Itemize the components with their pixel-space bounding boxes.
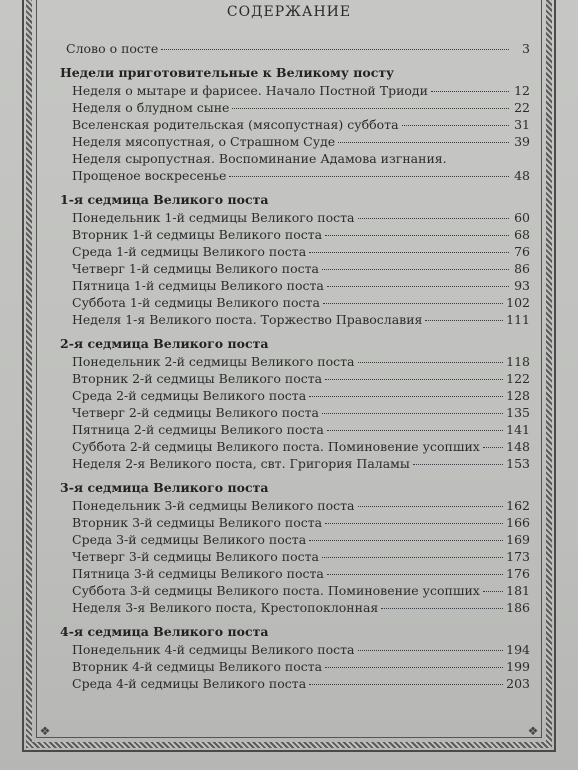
toc-entry-page: 162 (506, 498, 530, 513)
toc-entry-label: Понедельник 2-й седмицы Великого поста (72, 354, 355, 369)
corner-ornament-icon: ❖ (527, 724, 539, 738)
toc-entry-label: Прощеное воскресенье (72, 168, 227, 183)
toc-entry-page: 93 (514, 278, 530, 293)
section-heading: 2-я седмица Великого поста (60, 336, 269, 351)
leader-dots (325, 235, 509, 236)
leader-dots (431, 91, 509, 92)
leader-dots (229, 176, 509, 177)
toc-entry-page: 194 (506, 642, 530, 657)
toc-entry-page: 122 (506, 371, 530, 386)
toc-entry[interactable] (60, 565, 530, 582)
toc-entry[interactable] (60, 209, 530, 226)
leader-dots (413, 464, 503, 465)
leader-dots (358, 362, 504, 363)
toc-entry-intro[interactable] (60, 40, 530, 57)
toc-entry-label: Вторник 1-й седмицы Великого поста (72, 227, 323, 242)
toc-entry-label: Среда 1-й седмицы Великого поста (72, 244, 307, 259)
toc-entry[interactable] (60, 370, 530, 387)
toc-entry-label: Среда 2-й седмицы Великого поста (72, 388, 307, 403)
toc-entry[interactable] (60, 167, 530, 184)
toc-entry-label: Четверг 2-й седмицы Великого поста (72, 405, 319, 420)
toc-entry[interactable] (60, 294, 530, 311)
toc-entry-page: 68 (514, 227, 530, 242)
toc-entry-page: 169 (506, 532, 530, 547)
toc-entry-page: 60 (514, 210, 530, 225)
toc-entry[interactable] (60, 455, 530, 472)
toc-entry[interactable] (60, 404, 530, 421)
leader-dots (327, 574, 503, 575)
toc-entry[interactable] (60, 497, 530, 514)
toc-entry-page: 141 (506, 422, 530, 437)
leader-dots (322, 269, 509, 270)
toc-entry-page: 39 (514, 134, 530, 149)
toc-entry-label: Неделя 1-я Великого поста. Торжество Православия (72, 312, 423, 327)
toc-entry-label: Неделя 3-я Великого поста, Крестопоклонная (72, 600, 379, 615)
toc-entry-label: Вторник 3-й седмицы Великого поста (72, 515, 323, 530)
leader-dots (338, 142, 509, 143)
toc-entry-label: Среда 4-й седмицы Великого поста (72, 676, 307, 691)
toc-entry-label: Четверг 1-й седмицы Великого поста (72, 261, 319, 276)
leader-dots (309, 540, 503, 541)
toc-entry-page: 176 (506, 566, 530, 581)
toc-entry[interactable] (60, 514, 530, 531)
toc-entry-page: 86 (514, 261, 530, 276)
toc-entry[interactable] (60, 548, 530, 565)
toc-entry-page: 111 (506, 312, 530, 327)
leader-dots (358, 218, 509, 219)
toc-entry[interactable] (60, 658, 530, 675)
toc-entry-label: Вселенская родительская (мясопустная) суббота (72, 117, 399, 132)
toc-entry-label: Вторник 4-й седмицы Великого поста (72, 659, 323, 674)
toc-entry-page: 22 (514, 100, 530, 115)
toc-entry-label: Суббота 2-й седмицы Великого поста. Поминовение усопших (72, 439, 480, 454)
leader-dots (402, 125, 509, 126)
toc-entry[interactable] (60, 82, 530, 99)
leader-dots (309, 252, 509, 253)
leader-dots (322, 413, 503, 414)
toc-entry-label: Неделя о блудном сыне (72, 100, 230, 115)
toc-entry-label: Неделя мясопустная, о Страшном Суде (72, 134, 336, 149)
toc-entry-page: 48 (514, 168, 530, 183)
toc-entry-label: Четверг 3-й седмицы Великого поста (72, 549, 319, 564)
leader-dots (323, 303, 503, 304)
toc-entry[interactable] (60, 116, 530, 133)
leader-dots (327, 286, 509, 287)
corner-ornament-icon: ❖ (39, 724, 51, 738)
toc-entry[interactable] (60, 353, 530, 370)
toc-entry-label: Неделя о мытаре и фарисее. Начало Постной Триоди (72, 83, 428, 98)
toc-entry[interactable] (60, 531, 530, 548)
toc-entry-label: Понедельник 1-й седмицы Великого поста (72, 210, 355, 225)
leader-dots (309, 396, 503, 397)
section-heading: Недели приготовительные к Великому посту (60, 65, 395, 80)
toc-entry[interactable] (60, 599, 530, 616)
toc-entry-label: Суббота 1-й седмицы Великого поста (72, 295, 320, 310)
toc-entry[interactable] (60, 641, 530, 658)
leader-dots (483, 591, 503, 592)
leader-dots (325, 379, 503, 380)
toc-entry-page: 173 (506, 549, 530, 564)
page-title: СОДЕРЖАНИЕ (226, 4, 352, 20)
toc-entry-label: Неделя 2-я Великого поста, свт. Григория Паламы (72, 456, 410, 471)
toc-entry-label: Вторник 2-й седмицы Великого поста (72, 371, 323, 386)
toc-entry-page: 148 (506, 439, 530, 454)
toc-entry-page: 186 (506, 600, 530, 615)
leader-dots (327, 430, 503, 431)
leader-dots (325, 523, 503, 524)
toc-entry[interactable] (60, 387, 530, 404)
toc-entry[interactable] (60, 243, 530, 260)
leader-dots (358, 506, 504, 507)
toc-entry-label: Пятница 1-й седмицы Великого поста (72, 278, 324, 293)
toc-entry-page: 102 (506, 295, 530, 310)
leader-dots (358, 650, 504, 651)
toc-entry-page: 118 (506, 354, 530, 369)
toc-entry[interactable] (60, 438, 530, 455)
toc-entry-page: 128 (506, 388, 530, 403)
toc-entry[interactable] (60, 226, 530, 243)
leader-dots (381, 608, 503, 609)
toc-entry-page: 76 (514, 244, 530, 259)
leader-dots (161, 49, 509, 50)
toc-entry[interactable] (60, 675, 530, 692)
toc-entry[interactable] (60, 582, 530, 599)
toc-entry-page: 3 (522, 41, 530, 56)
section-heading: 1-я седмица Великого поста (60, 192, 269, 207)
toc-entry-page: 135 (506, 405, 530, 420)
toc-entry-page: 203 (506, 676, 530, 691)
toc-entry-page: 199 (506, 659, 530, 674)
leader-dots (483, 447, 503, 448)
toc-entry-page: 12 (514, 83, 530, 98)
toc-entry-page: 181 (506, 583, 530, 598)
toc-entry[interactable] (60, 260, 530, 277)
toc-entry-label-line1[interactable]: Неделя сыропустная. Воспоминание Адамова изгнания. (72, 151, 447, 166)
toc-entry[interactable] (60, 133, 530, 150)
toc-entry-label: Пятница 3-й седмицы Великого поста (72, 566, 324, 581)
leader-dots (322, 557, 503, 558)
toc-entry-label: Суббота 3-й седмицы Великого поста. Поминовение усопших (72, 583, 480, 598)
section-heading: 4-я седмица Великого поста (60, 624, 269, 639)
toc-entry-page: 166 (506, 515, 530, 530)
toc-entry-label: Среда 3-й седмицы Великого поста (72, 532, 307, 547)
toc-entry[interactable] (60, 311, 530, 328)
toc-entry[interactable] (60, 99, 530, 116)
toc-entry-label: Понедельник 4-й седмицы Великого поста (72, 642, 355, 657)
toc-entry-label: Слово о посте (66, 41, 159, 56)
leader-dots (309, 684, 503, 685)
toc-entry-page: 31 (514, 117, 530, 132)
leader-dots (425, 320, 503, 321)
leader-dots (325, 667, 503, 668)
section-heading: 3-я седмица Великого поста (60, 480, 269, 495)
leader-dots (232, 108, 509, 109)
toc-entry-label: Пятница 2-й седмицы Великого поста (72, 422, 324, 437)
toc-entry[interactable] (60, 277, 530, 294)
toc-entry-page: 153 (506, 456, 530, 471)
toc-entry[interactable] (60, 421, 530, 438)
table-of-contents (60, 40, 530, 692)
toc-entry-label: Понедельник 3-й седмицы Великого поста (72, 498, 355, 513)
